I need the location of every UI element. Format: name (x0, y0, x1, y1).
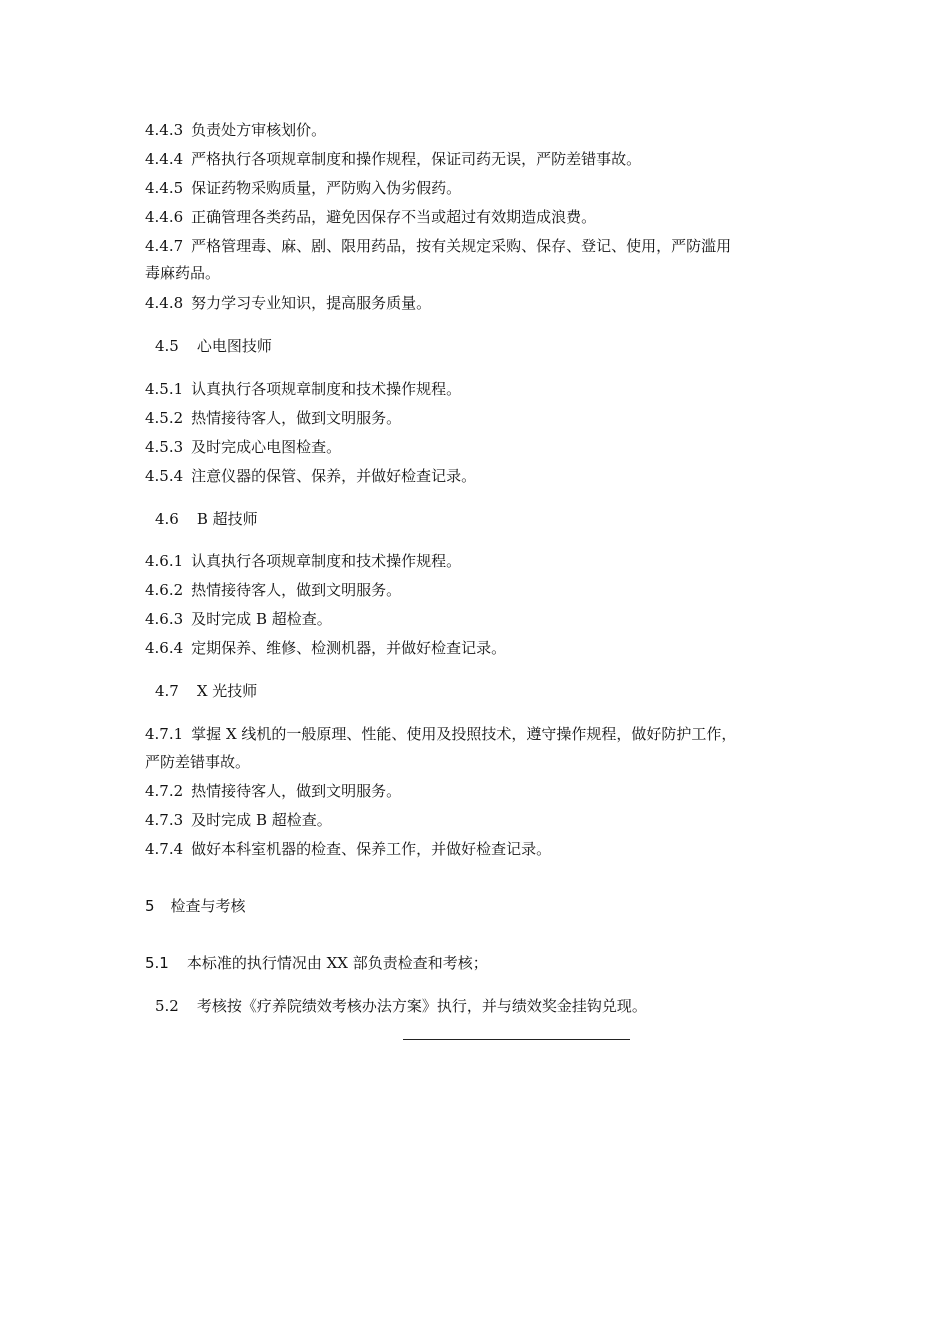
clause-4-4-3 (145, 120, 326, 140)
clause-text: 本标准的执行情况由 XX 部负责检查和考核； (186, 954, 488, 972)
section-heading-4-7 (155, 681, 257, 701)
clause-text: 负责处方审核划价。 (191, 121, 327, 139)
section-number: 4.6 (155, 510, 179, 528)
clause-number: 4.6.3 (145, 610, 184, 628)
section-heading-5 (145, 896, 246, 916)
section-title: B 超技师 (196, 510, 258, 528)
clause-4-6-2 (145, 580, 401, 600)
clause-4-4-4 (145, 149, 641, 169)
clause-text: 正确管理各类药品，避免因保存不当或超过有效期造成浪费。 (191, 208, 597, 226)
clause-4-5-1 (145, 379, 461, 399)
clause-4-4-6 (145, 207, 596, 227)
clause-text: 努力学习专业知识，提高服务质量。 (191, 294, 432, 312)
clause-text: 及时完成 B 超检查。 (191, 811, 332, 829)
clause-5-1 (145, 953, 488, 973)
clause-number: 4.4.4 (145, 150, 184, 168)
clause-4-4-8 (145, 293, 431, 313)
clause-number: 4.5.4 (145, 467, 184, 485)
clause-number: 4.7.4 (145, 840, 184, 858)
clause-number: 4.7.3 (145, 811, 184, 829)
clause-text: 保证药物采购质量，严防购入伪劣假药。 (191, 179, 462, 197)
clause-number: 4.7.1 (145, 725, 184, 743)
clause-number: 4.4.5 (145, 179, 184, 197)
clause-4-6-4 (145, 638, 506, 658)
clause-number: 4.7.2 (145, 782, 184, 800)
section-number: 4.5 (155, 337, 179, 355)
clause-number: 4.4.8 (145, 294, 184, 312)
clause-number: 4.6.1 (145, 552, 184, 570)
section-title: 检查与考核 (170, 897, 246, 915)
clause-text: 注意仪器的保管、保养，并做好检查记录。 (191, 467, 477, 485)
clause-4-7-2 (145, 781, 401, 801)
clause-text: 定期保养、维修、检测机器，并做好检查记录。 (191, 639, 507, 657)
section-title: X 光技师 (196, 682, 258, 700)
clause-number: 5.1 (145, 954, 169, 972)
clause-4-7-1 (145, 724, 736, 744)
clause-4-5-3 (145, 437, 341, 457)
section-title: 心电图技师 (196, 337, 272, 355)
clause-4-4-5 (145, 178, 461, 198)
clause-4-5-2 (145, 408, 401, 428)
section-number: 4.7 (155, 682, 179, 700)
clause-4-6-1 (145, 551, 461, 571)
clause-number: 4.5.3 (145, 438, 184, 456)
clause-text: 认真执行各项规章制度和技术操作规程。 (191, 380, 462, 398)
clause-text: 做好本科室机器的检查、保养工作，并做好检查记录。 (191, 840, 552, 858)
section-number: 5 (145, 897, 155, 915)
clause-number: 4.4.3 (145, 121, 184, 139)
clause-number: 4.4.6 (145, 208, 184, 226)
clause-number: 4.5.1 (145, 380, 184, 398)
clause-number: 4.6.2 (145, 581, 184, 599)
clause-number: 4.6.4 (145, 639, 184, 657)
clause-4-7-4 (145, 839, 551, 859)
clause-text: 考核按《疗养院绩效考核办法方案》执行，并与绩效奖金挂钩兑现。 (196, 997, 647, 1015)
section-heading-4-5 (155, 336, 272, 356)
clause-text: 热情接待客人，做到文明服务。 (191, 782, 402, 800)
clause-text: 热情接待客人，做到文明服务。 (191, 581, 402, 599)
clause-4-5-4 (145, 466, 476, 486)
clause-4-6-3 (145, 609, 332, 629)
end-rule (403, 1039, 630, 1040)
clause-4-7-3 (145, 810, 332, 830)
clause-text: 认真执行各项规章制度和技术操作规程。 (191, 552, 462, 570)
clause-number: 4.5.2 (145, 409, 184, 427)
clause-5-2 (155, 996, 647, 1016)
clause-text: 掌握 X 线机的一般原理、性能、使用及投照技术，遵守操作规程，做好防护工作， (191, 725, 737, 743)
clause-text: 严格管理毒、麻、剧、限用药品，按有关规定采购、保存、登记、使用，严防滥用 (191, 237, 732, 255)
clause-text: 及时完成心电图检查。 (191, 438, 342, 456)
clause-number: 4.4.7 (145, 237, 184, 255)
clause-text: 严格执行各项规章制度和操作规程，保证司药无误，严防差错事故。 (191, 150, 642, 168)
clause-4-4-7 (145, 236, 731, 256)
clause-4-4-7-continuation: 毒麻药品。 (145, 264, 221, 282)
clause-number: 5.2 (155, 997, 179, 1015)
section-heading-4-6 (155, 509, 258, 529)
clause-text: 及时完成 B 超检查。 (191, 610, 332, 628)
clause-4-7-1-continuation: 严防差错事故。 (145, 753, 251, 771)
clause-text: 热情接待客人，做到文明服务。 (191, 409, 402, 427)
